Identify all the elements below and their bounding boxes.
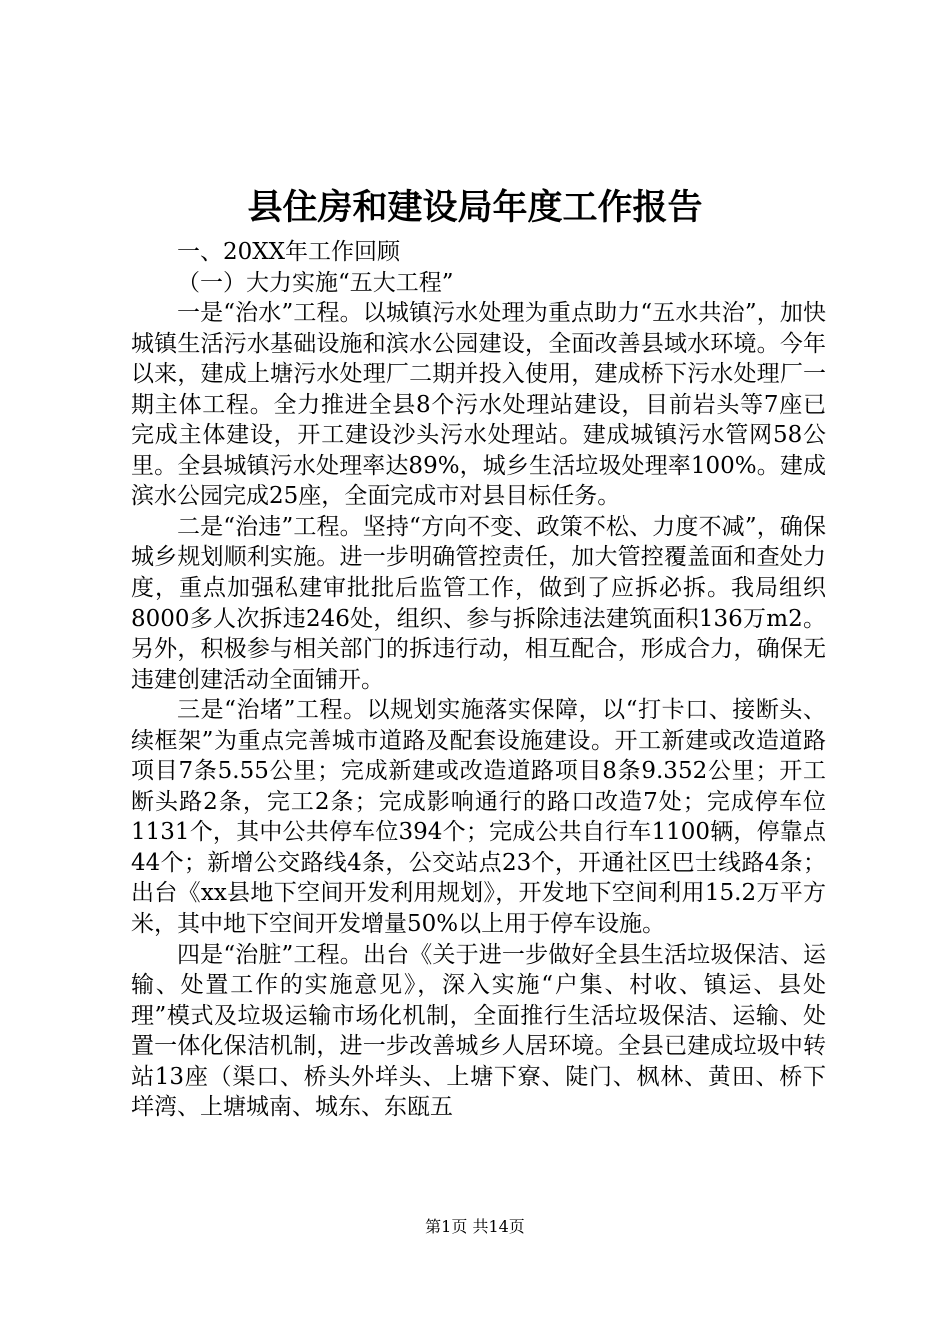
paragraph-water-project: 一是“治水”工程。以城镇污水处理为重点助力“五水共治”，加快城镇生活污水基础设施和滨水公园建设，全面改善县域水环境。今年以来，建成上塘污水处理厂二期并投入使用，建成桥下污水处理厂一期主体工程。全力推进全县8个污水处理站建设，目前岩头等7座已完成主体建设，开工建设沙头污水处理站。建成城镇污水管网58公里。全县城镇污水处理率达89%，城乡生活垃圾处理率100%。建成滨水公园完成25座，全面完成市对县目标任务。	[131, 300, 826, 510]
subsection-heading: （一）大力实施“五大工程”	[177, 269, 454, 296]
section-heading: 一、20XX年工作回顾	[177, 239, 401, 265]
paragraph-illegal-building-project: 二是“治违”工程。坚持“方向不变、政策不松、力度不减”，确保城乡规划顺利实施。进一步明确管控责任，加大管控覆盖面和查处力度，重点加强私建审批批后监管工作，做到了应拆必拆。我局组织8000多人次拆违246处，组织、参与拆除违法建筑面积136万m2。另外，积极参与相关部门的拆违行动，相互配合，形成合力，确保无违建创建活动全面铺开。	[131, 513, 826, 693]
document-title: 县住房和建设局年度工作报告	[247, 187, 703, 228]
paragraph-traffic-project: 三是“治堵”工程。以规划实施落实保障，以“打卡口、接断头、续框架”为重点完善城市道路及配套设施建设。开工新建或改造道路项目7条5.55公里；完成新建或改造道路项目8条9.352公里；开工断头路2条，完工2条；完成影响通行的路口改造7处；完成停车位1131个，其中公共停车位394个；完成公共自行车1100辆，停靠点44个；新增公交路线4条，公交站点23个，开通社区巴士线路4条；出台《xx县地下空间开发利用规划》，开发地下空间利用15.2万平方米，其中地下空间开发增量50%以上用于停车设施。	[131, 697, 826, 938]
paragraph-sanitation-project: 四是“治脏”工程。出台《关于进一步做好全县生活垃圾保洁、运输、处置工作的实施意见》，深入实施“户集、村收、镇运、县处理”模式及垃圾运输市场化机制，全面推行生活垃圾保洁、运输、处置一体化保洁机制，进一步改善城乡人居环境。全县已建成垃圾中转站13座（渠口、桥头外垟头、上塘下寮、陡门、枫林、黄田、桥下垟湾、上塘城南、城东、东瓯五	[131, 941, 826, 1121]
page-number-footer: 第1页 共14页	[425, 1217, 525, 1236]
document-body	[131, 237, 826, 1123]
